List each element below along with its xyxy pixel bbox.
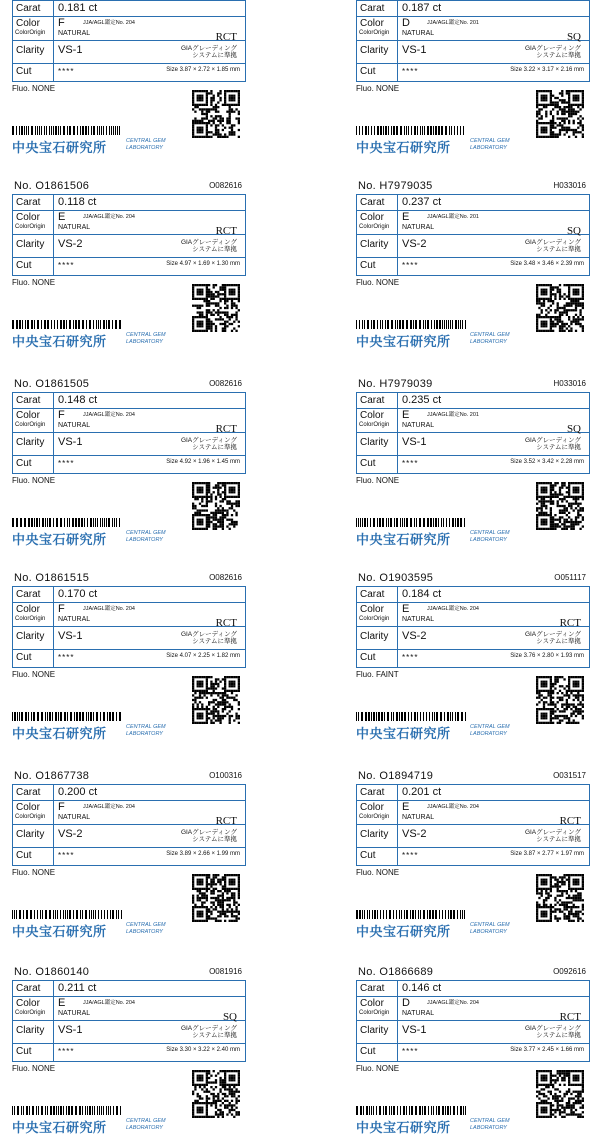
clarity-value: VS-2: [402, 238, 427, 250]
color-label: Color: [16, 802, 40, 813]
color-origin-label: ColorOrigin: [359, 224, 390, 230]
certificate-number: No. O1861506: [14, 180, 90, 192]
qr-code-icon: [536, 284, 584, 332]
clarity-value: VS-1: [58, 436, 83, 448]
carat-value: 0.201 ct: [402, 786, 442, 798]
carat-label: Carat: [360, 395, 385, 406]
gia-note: GIAグレーディング システムに準拠: [524, 437, 581, 451]
gia-note: GIAグレーディング システムに準拠: [180, 829, 237, 843]
clarity-label: Clarity: [360, 631, 389, 642]
origin-value: NATURAL: [402, 616, 435, 623]
certificate-number: No. O1894719: [358, 770, 434, 782]
shape-code: SQ: [566, 225, 581, 237]
color-label: Color: [360, 212, 384, 223]
certification-number: JJA/AGL鑑定No. 201: [427, 214, 479, 220]
color-label: Color: [16, 410, 40, 421]
carat-label: Carat: [360, 983, 385, 994]
cut-value: ****: [402, 67, 419, 76]
cut-label: Cut: [16, 458, 32, 469]
size-value: Size 3.77 × 2.45 × 1.66 mm: [510, 1047, 584, 1053]
origin-value: NATURAL: [58, 814, 91, 821]
grading-table: [12, 980, 246, 1062]
lab-logo: 中央宝石研究所: [356, 334, 451, 349]
shape-code: RCT: [215, 815, 237, 827]
lab-name: CENTRAL GEM LABORATORY: [126, 1118, 166, 1131]
grading-table: [356, 980, 590, 1062]
certification-number: JJA/AGL鑑定No. 201: [427, 20, 479, 26]
lab-name: CENTRAL GEM LABORATORY: [470, 922, 510, 935]
color-value: D: [402, 17, 410, 29]
size-value: Size 3.87 × 2.77 × 1.97 mm: [510, 851, 584, 857]
certification-number: JJA/AGL鑑定No. 201: [427, 412, 479, 418]
qr-code-icon: [192, 676, 240, 724]
size-value: Size 3.30 × 3.22 × 2.40 mm: [166, 1047, 240, 1053]
color-value: F: [58, 409, 65, 421]
certification-number: JJA/AGL鑑定No. 204: [83, 20, 135, 26]
batch-code: H033016: [553, 181, 586, 190]
color-origin-label: ColorOrigin: [15, 814, 46, 820]
grading-table: [12, 392, 246, 474]
lab-logo: 中央宝石研究所: [12, 532, 107, 547]
qr-code-icon: [536, 482, 584, 530]
color-value: E: [58, 997, 66, 1009]
barcode-icon: [356, 910, 466, 919]
fluorescence: Fluo. NONE: [12, 278, 56, 287]
size-value: Size 3.52 × 3.42 × 2.28 mm: [510, 459, 584, 465]
carat-value: 0.181 ct: [58, 2, 98, 14]
color-origin-label: ColorOrigin: [359, 616, 390, 622]
certificate-card: [8, 966, 248, 1144]
color-value: D: [402, 997, 410, 1009]
color-label: Color: [360, 604, 384, 615]
certificate-card: [8, 180, 248, 358]
barcode-icon: [12, 1106, 122, 1115]
barcode-icon: [12, 518, 122, 527]
certificate-number: No. H7979039: [358, 378, 433, 390]
carat-value: 0.187 ct: [402, 2, 442, 14]
carat-value: 0.184 ct: [402, 588, 442, 600]
clarity-value: VS-2: [402, 630, 427, 642]
origin-value: NATURAL: [58, 1010, 91, 1017]
barcode-icon: [356, 1106, 466, 1115]
color-origin-label: ColorOrigin: [359, 814, 390, 820]
size-value: Size 3.87 × 2.72 × 1.85 mm: [166, 67, 240, 73]
barcode-icon: [12, 320, 122, 329]
certificate-card: [8, 0, 248, 164]
size-value: Size 4.92 × 1.96 × 1.45 mm: [166, 459, 240, 465]
certificate-number: No. O1866689: [358, 966, 434, 978]
clarity-label: Clarity: [16, 631, 45, 642]
carat-value: 0.237 ct: [402, 196, 442, 208]
gia-note: GIAグレーディング システムに準拠: [180, 1025, 237, 1039]
carat-value: 0.146 ct: [402, 982, 442, 994]
batch-code: O031517: [553, 771, 586, 780]
origin-value: NATURAL: [402, 30, 435, 37]
clarity-value: VS-2: [58, 828, 83, 840]
certificate-card: [8, 378, 248, 556]
clarity-value: VS-2: [402, 828, 427, 840]
color-value: F: [58, 603, 65, 615]
barcode-icon: [12, 910, 122, 919]
carat-label: Carat: [16, 395, 41, 406]
fluorescence: Fluo. NONE: [356, 476, 400, 485]
size-value: Size 3.22 × 3.17 × 2.16 mm: [510, 67, 584, 73]
carat-value: 0.118 ct: [58, 196, 97, 208]
gia-note: GIAグレーディング システムに準拠: [524, 239, 581, 253]
certificate-card: [352, 378, 592, 556]
certification-number: JJA/AGL鑑定No. 204: [83, 1000, 135, 1006]
cut-label: Cut: [16, 66, 32, 77]
carat-label: Carat: [360, 197, 385, 208]
shape-code: RCT: [215, 225, 237, 237]
certification-number: JJA/AGL鑑定No. 204: [83, 412, 135, 418]
batch-code: O081916: [209, 967, 242, 976]
cut-value: ****: [402, 851, 419, 860]
origin-value: NATURAL: [402, 814, 435, 821]
fluorescence: Fluo. FAINT: [356, 670, 399, 679]
origin-value: NATURAL: [402, 422, 435, 429]
qr-code-icon: [192, 284, 240, 332]
carat-label: Carat: [16, 3, 41, 14]
gia-note: GIAグレーディング システムに準拠: [180, 631, 237, 645]
batch-code: O082616: [209, 379, 242, 388]
shape-code: RCT: [559, 617, 581, 629]
clarity-label: Clarity: [16, 829, 45, 840]
color-label: Color: [360, 18, 384, 29]
qr-code-icon: [192, 1070, 240, 1118]
clarity-label: Clarity: [16, 1025, 45, 1036]
batch-code: O092616: [553, 967, 586, 976]
certificate-card: [352, 572, 592, 750]
batch-code: O051117: [554, 573, 586, 582]
gia-note: GIAグレーディング システムに準拠: [524, 45, 581, 59]
lab-name: CENTRAL GEM LABORATORY: [470, 332, 510, 345]
color-value: E: [402, 603, 410, 615]
clarity-label: Clarity: [360, 829, 389, 840]
lab-logo: 中央宝石研究所: [12, 726, 107, 741]
carat-value: 0.235 ct: [402, 394, 442, 406]
certification-number: JJA/AGL鑑定No. 204: [427, 1000, 479, 1006]
batch-code: O100316: [209, 771, 242, 780]
cut-label: Cut: [360, 652, 376, 663]
clarity-value: VS-1: [402, 436, 427, 448]
color-value: E: [402, 211, 410, 223]
grading-table: [12, 194, 246, 276]
gia-note: GIAグレーディング システムに準拠: [524, 1025, 581, 1039]
cut-value: ****: [58, 653, 75, 662]
lab-logo: 中央宝石研究所: [12, 140, 107, 155]
cut-label: Cut: [360, 458, 376, 469]
clarity-label: Clarity: [16, 239, 45, 250]
color-origin-label: ColorOrigin: [359, 422, 390, 428]
qr-code-icon: [192, 90, 240, 138]
lab-logo: 中央宝石研究所: [12, 924, 107, 939]
lab-name: CENTRAL GEM LABORATORY: [126, 724, 166, 737]
qr-code-icon: [192, 482, 240, 530]
certificate-number: No. H7979035: [358, 180, 433, 192]
qr-code-icon: [536, 676, 584, 724]
fluorescence: Fluo. NONE: [12, 476, 56, 485]
barcode-icon: [12, 712, 122, 721]
clarity-label: Clarity: [360, 437, 389, 448]
color-value: E: [402, 801, 410, 813]
cut-label: Cut: [360, 66, 376, 77]
grading-table: [12, 586, 246, 668]
certification-number: JJA/AGL鑑定No. 204: [83, 606, 135, 612]
color-label: Color: [360, 998, 384, 1009]
cut-label: Cut: [360, 1046, 376, 1057]
certificate-number: No. O1903595: [358, 572, 434, 584]
shape-code: RCT: [215, 617, 237, 629]
carat-label: Carat: [360, 3, 385, 14]
lab-name: CENTRAL GEM LABORATORY: [470, 724, 510, 737]
cut-value: ****: [402, 261, 419, 270]
grading-table: [356, 0, 590, 82]
size-value: Size 4.07 × 2.25 × 1.82 mm: [166, 653, 240, 659]
clarity-value: VS-1: [58, 1024, 83, 1036]
color-value: F: [58, 17, 65, 29]
color-label: Color: [16, 18, 40, 29]
certificate-card: [8, 572, 248, 750]
color-value: E: [402, 409, 410, 421]
lab-logo: 中央宝石研究所: [356, 140, 451, 155]
fluorescence: Fluo. NONE: [12, 670, 56, 679]
clarity-label: Clarity: [360, 45, 389, 56]
color-origin-label: ColorOrigin: [15, 1010, 46, 1016]
certificate-card: [8, 770, 248, 948]
origin-value: NATURAL: [58, 224, 91, 231]
color-origin-label: ColorOrigin: [359, 30, 390, 36]
size-value: Size 3.48 × 3.46 × 2.39 mm: [510, 261, 584, 267]
carat-label: Carat: [16, 589, 41, 600]
color-origin-label: ColorOrigin: [359, 1010, 390, 1016]
batch-code: H033016: [553, 379, 586, 388]
fluorescence: Fluo. NONE: [12, 84, 56, 93]
cut-label: Cut: [360, 260, 376, 271]
shape-code: SQ: [566, 31, 581, 43]
shape-code: RCT: [559, 815, 581, 827]
shape-code: RCT: [215, 423, 237, 435]
color-origin-label: ColorOrigin: [15, 30, 46, 36]
cut-value: ****: [58, 851, 75, 860]
clarity-label: Clarity: [360, 239, 389, 250]
size-value: Size 3.89 × 2.66 × 1.99 mm: [166, 851, 240, 857]
color-label: Color: [360, 410, 384, 421]
grading-table: [356, 586, 590, 668]
color-label: Color: [360, 802, 384, 813]
fluorescence: Fluo. NONE: [12, 868, 56, 877]
grading-table: [356, 194, 590, 276]
carat-value: 0.170 ct: [58, 588, 98, 600]
color-label: Color: [16, 998, 40, 1009]
clarity-value: VS-1: [402, 44, 427, 56]
barcode-icon: [356, 712, 466, 721]
certification-number: JJA/AGL鑑定No. 204: [83, 804, 135, 810]
lab-logo: 中央宝石研究所: [12, 1120, 107, 1135]
fluorescence: Fluo. NONE: [356, 278, 400, 287]
certificate-number: No. O1867738: [14, 770, 90, 782]
lab-name: CENTRAL GEM LABORATORY: [126, 922, 166, 935]
certificate-number: No. O1861515: [14, 572, 90, 584]
qr-code-icon: [536, 90, 584, 138]
barcode-icon: [12, 126, 122, 135]
gia-note: GIAグレーディング システムに準拠: [524, 829, 581, 843]
cut-value: ****: [58, 1047, 75, 1056]
carat-label: Carat: [16, 983, 41, 994]
carat-label: Carat: [16, 197, 41, 208]
qr-code-icon: [192, 874, 240, 922]
shape-code: RCT: [215, 31, 237, 43]
fluorescence: Fluo. NONE: [12, 1064, 56, 1073]
origin-value: NATURAL: [58, 30, 91, 37]
qr-code-icon: [536, 874, 584, 922]
cut-value: ****: [58, 459, 75, 468]
lab-logo: 中央宝石研究所: [356, 924, 451, 939]
fluorescence: Fluo. NONE: [356, 84, 400, 93]
barcode-icon: [356, 518, 466, 527]
origin-value: NATURAL: [402, 224, 435, 231]
lab-logo: 中央宝石研究所: [356, 726, 451, 741]
certificate-number: No. O1860140: [14, 966, 90, 978]
carat-label: Carat: [360, 787, 385, 798]
lab-name: CENTRAL GEM LABORATORY: [470, 530, 510, 543]
clarity-value: VS-1: [402, 1024, 427, 1036]
lab-logo: 中央宝石研究所: [356, 532, 451, 547]
gia-note: GIAグレーディング システムに準拠: [524, 631, 581, 645]
cut-value: ****: [402, 1047, 419, 1056]
certification-number: JJA/AGL鑑定No. 204: [427, 804, 479, 810]
cut-label: Cut: [360, 850, 376, 861]
cut-label: Cut: [16, 1046, 32, 1057]
certificate-number: No. O1861505: [14, 378, 90, 390]
lab-name: CENTRAL GEM LABORATORY: [126, 332, 166, 345]
carat-label: Carat: [16, 787, 41, 798]
barcode-icon: [356, 126, 466, 135]
grading-table: [356, 784, 590, 866]
certificate-card: [352, 966, 592, 1144]
gia-note: GIAグレーディング システムに準拠: [180, 45, 237, 59]
carat-label: Carat: [360, 589, 385, 600]
fluorescence: Fluo. NONE: [356, 868, 400, 877]
color-label: Color: [16, 604, 40, 615]
lab-logo: 中央宝石研究所: [12, 334, 107, 349]
cut-label: Cut: [16, 850, 32, 861]
lab-name: CENTRAL GEM LABORATORY: [126, 530, 166, 543]
shape-code: SQ: [566, 423, 581, 435]
color-origin-label: ColorOrigin: [15, 422, 46, 428]
cut-label: Cut: [16, 652, 32, 663]
grading-table: [356, 392, 590, 474]
clarity-label: Clarity: [360, 1025, 389, 1036]
carat-value: 0.148 ct: [58, 394, 98, 406]
shape-code: SQ: [222, 1011, 237, 1023]
certification-number: JJA/AGL鑑定No. 204: [427, 606, 479, 612]
gia-note: GIAグレーディング システムに準拠: [180, 239, 237, 253]
cut-value: ****: [402, 459, 419, 468]
fluorescence: Fluo. NONE: [356, 1064, 400, 1073]
color-origin-label: ColorOrigin: [15, 224, 46, 230]
cut-value: ****: [58, 261, 75, 270]
gia-note: GIAグレーディング システムに準拠: [180, 437, 237, 451]
grading-table: [12, 0, 246, 82]
cut-label: Cut: [16, 260, 32, 271]
clarity-label: Clarity: [16, 45, 45, 56]
size-value: Size 4.97 × 1.69 × 1.30 mm: [166, 261, 240, 267]
clarity-value: VS-1: [58, 630, 83, 642]
cut-value: ****: [58, 67, 75, 76]
origin-value: NATURAL: [402, 1010, 435, 1017]
lab-name: CENTRAL GEM LABORATORY: [470, 1118, 510, 1131]
certificate-card: [352, 0, 592, 164]
color-origin-label: ColorOrigin: [15, 616, 46, 622]
lab-name: CENTRAL GEM LABORATORY: [470, 138, 510, 151]
qr-code-icon: [536, 1070, 584, 1118]
clarity-value: VS-1: [58, 44, 83, 56]
grading-table: [12, 784, 246, 866]
batch-code: O082616: [209, 181, 242, 190]
color-label: Color: [16, 212, 40, 223]
carat-value: 0.200 ct: [58, 786, 98, 798]
color-value: F: [58, 801, 65, 813]
certification-number: JJA/AGL鑑定No. 204: [83, 214, 135, 220]
size-value: Size 3.76 × 2.80 × 1.93 mm: [510, 653, 584, 659]
origin-value: NATURAL: [58, 616, 91, 623]
color-value: E: [58, 211, 66, 223]
certificate-card: [352, 770, 592, 948]
batch-code: O082616: [209, 573, 242, 582]
carat-value: 0.211 ct: [58, 982, 97, 994]
lab-logo: 中央宝石研究所: [356, 1120, 451, 1135]
barcode-icon: [356, 320, 466, 329]
lab-name: CENTRAL GEM LABORATORY: [126, 138, 166, 151]
cut-value: ****: [402, 653, 419, 662]
clarity-value: VS-2: [58, 238, 83, 250]
certificate-card: [352, 180, 592, 358]
shape-code: RCT: [559, 1011, 581, 1023]
clarity-label: Clarity: [16, 437, 45, 448]
origin-value: NATURAL: [58, 422, 91, 429]
